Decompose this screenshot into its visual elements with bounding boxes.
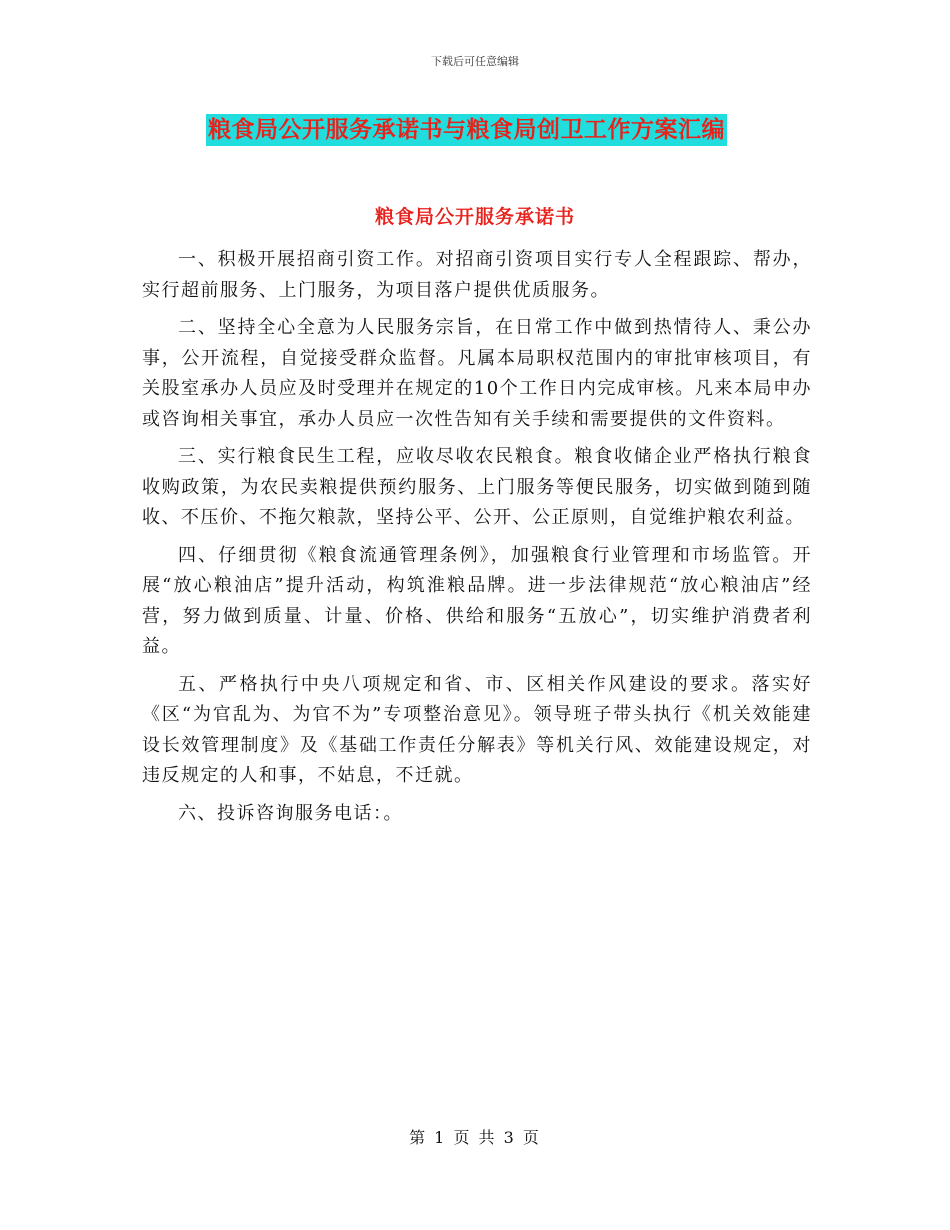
document-body	[142, 245, 812, 836]
header-note: 下载后可任意编辑	[431, 55, 519, 68]
paragraph-5: 五、严格执行中央八项规定和省、市、区相关作风建设的要求。落实好《区“为官乱为、为官不为”专项整治意见》。领导班子带头执行《机关效能建设长效管理制度》及《基础工作责任分解表》等机关行风、效能建设规定，对违反规定的人和事，不姑息，不迁就。	[142, 673, 812, 786]
page-number: 第 1 页 共 3 页	[409, 1128, 541, 1147]
section-title: 粮食局公开服务承诺书	[374, 206, 575, 228]
paragraph-2: 二、坚持全心全意为人民服务宗旨，在日常工作中做到热情待人、秉公办事，公开流程，自觉接受群众监督。凡属本局职权范围内的审批审核项目，有关股室承办人员应及时受理并在规定的10个工作日内完成审核。凡来本局申办或咨询相关事宜，承办人员应一次性告知有关手续和需要提供的文件资料。	[142, 317, 812, 430]
document-title: 粮食局公开服务承诺书与粮食局创卫工作方案汇编	[206, 114, 727, 146]
paragraph-4: 四、仔细贯彻《粮食流通管理条例》，加强粮食行业管理和市场监管。开展“放心粮油店”提升活动，构筑淮粮品牌。进一步法律规范“放心粮油店”经营，努力做到质量、计量、价格、供给和服务“五放心”，切实维护消费者利益。	[142, 544, 812, 657]
paragraph-3: 三、实行粮食民生工程，应收尽收农民粮食。粮食收储企业严格执行粮食收购政策，为农民卖粮提供预约服务、上门服务等便民服务，切实做到随到随收、不压价、不拖欠粮款，坚持公平、公开、公正原则，自觉维护粮农利益。	[142, 446, 812, 528]
paragraph-6: 六、投诉咨询服务电话：。	[178, 802, 403, 824]
paragraph-1: 一、积极开展招商引资工作。对招商引资项目实行专人全程跟踪、帮办，实行超前服务、上门服务，为项目落户提供优质服务。	[142, 249, 812, 301]
